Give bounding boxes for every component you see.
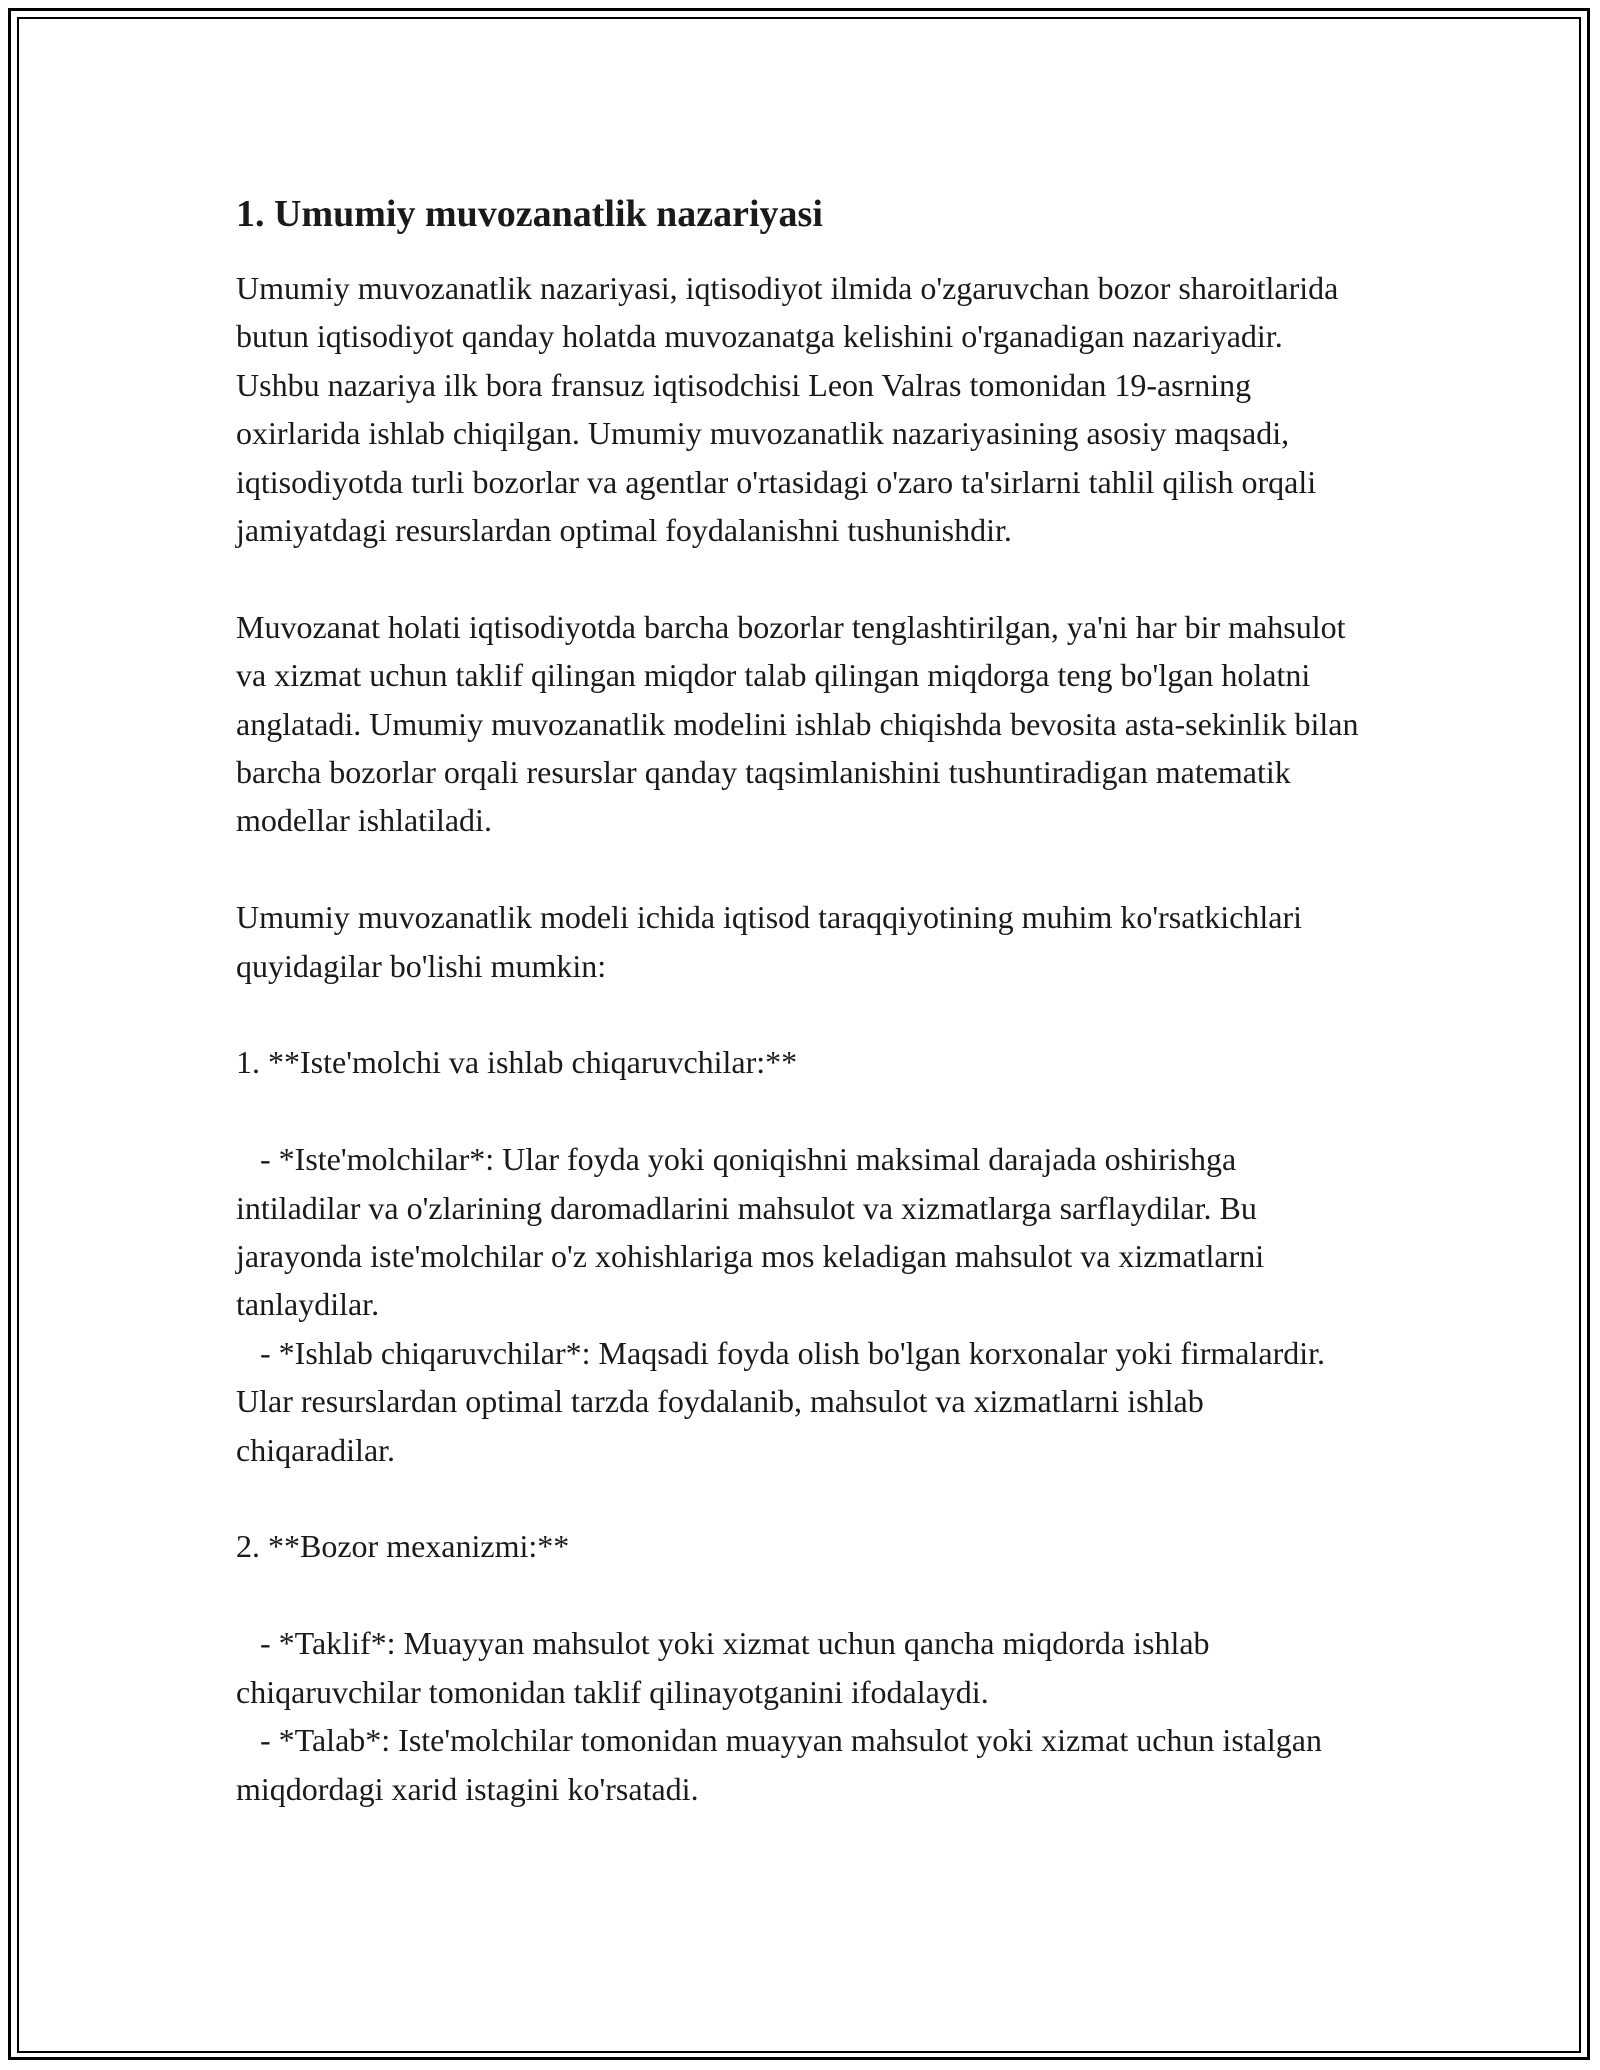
paragraph-spacer (236, 554, 1366, 602)
paragraph-spacer (236, 1087, 1366, 1135)
paragraph-spacer (236, 1474, 1366, 1522)
list-1-title: 1. **Iste'molchi va ishlab chiqaruvchilar:** (236, 1044, 798, 1081)
equilibrium-paragraph: Muvozanat holati iqtisodiyotda barcha bozorlar tenglashtirilgan, ya'ni har bir mahsulot va xizmat uchun taklif qilingan miqdor talab qilingan miqdorga teng bo'lgan holatni anglatadi. Umumiy muvozanatlik modelini ishlab chiqishda bevosita asta-sekinlik bilan barcha bozorlar orqali resurslar qanday taqsimlanishini tushuntiradigan matematik modellar ishlatiladi. (236, 608, 1367, 839)
list-2-item-demand: - *Talab*: Iste'molchilar tomonidan muayyan mahsulot yoki xizmat uchun istalgan miqdordagi xarid istagini ko'rsatadi. (236, 1722, 1330, 1807)
list-1-item-producers: - *Ishlab chiqaruvchilar*: Maqsadi foyda olish bo'lgan korxonalar yoki firmalardir. Ular resurslardan optimal tarzda foydalanib, mahsulot va xizmatlarni ishlab chiqaradilar. (236, 1334, 1334, 1468)
list-2-item-supply: - *Taklif*: Muayyan mahsulot yoki xizmat uchun qancha miqdorda ishlab chiqaruvchilar tomonidan taklif qilinayotganini ifodalaydi. (236, 1625, 1218, 1710)
section-heading: 1. Umumiy muvozanatlik nazariyasi (236, 193, 823, 235)
document-body (236, 186, 1366, 1813)
paragraph-spacer (236, 990, 1366, 1038)
paragraph-spacer (236, 1571, 1366, 1619)
list-1-item-consumers: - *Iste'molchilar*: Ular foyda yoki qoniqishni maksimal darajada oshirishga intiladilar va o'zlarining daromadlarini mahsulot va xizmatlarga sarflaydilar. Bu jarayonda iste'molchilar o'z xohishlariga mos keladigan mahsulot va xizmatlarni tanlaydilar. (236, 1141, 1273, 1323)
list-2-title: 2. **Bozor mexanizmi:** (236, 1528, 570, 1565)
indicators-intro-paragraph: Umumiy muvozanatlik modeli ichida iqtisod taraqqiyotining muhim ko'rsatkichlari quyidagilar bo'lishi mumkin: (236, 899, 1311, 984)
paragraph-spacer (236, 845, 1366, 893)
intro-paragraph: Umumiy muvozanatlik nazariyasi, iqtisodiyot ilmida o'zgaruvchan bozor sharoitlarida butun iqtisodiyot qanday holatda muvozanatga kelishini o'rganadigan nazariyadir. Ushbu nazariya ilk bora fransuz iqtisodchisi Leon Valras tomonidan 19-asrning oxirlarida ishlab chiqilgan. Umumiy muvozanatlik nazariyasining asosiy maqsadi, iqtisodiyotda turli bozorlar va agentlar o'rtasidagi o'zaro ta'sirlarni tahlil qilish orqali jamiyatdagi resurslardan optimal foydalanishni tushunishdir. (236, 270, 1347, 549)
